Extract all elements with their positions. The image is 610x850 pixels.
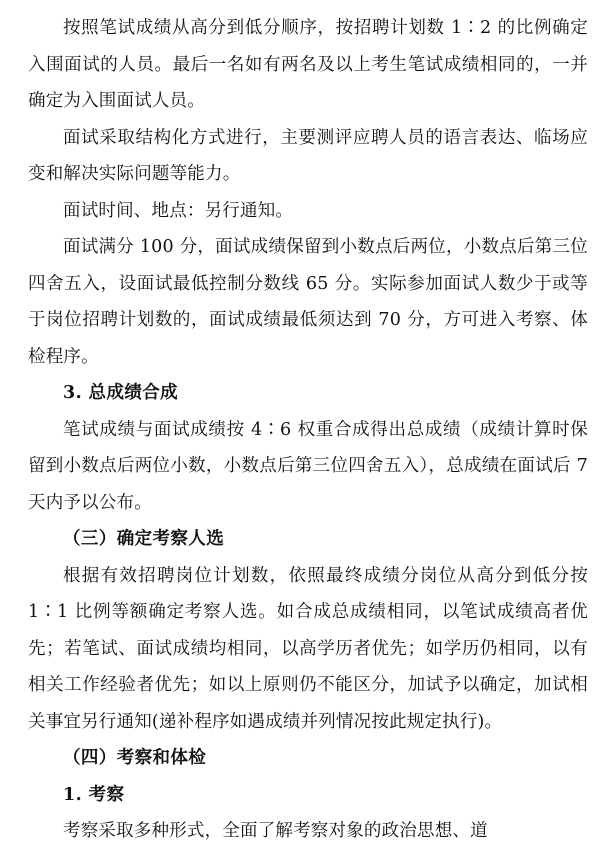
heading-inspection-medical: （四）考察和体检 — [63, 748, 207, 768]
heading-determine-candidates: （三）确定考察人选 — [63, 529, 225, 549]
paragraph-interview-score: 面试满分 100 分，面试成绩保留到小数点后两位，小数点后第三位四舍五入，设面试最低控制分数线 65 分。实际参加面试人数少于或等于岗位招聘计划数的，面试成绩最低须达到 70 分，方可进入考察、体检程序。 — [28, 237, 588, 367]
paragraph-interview-format: 面试采取结构化方式进行，主要测评应聘人员的语言表达、临场应变和解决实际问题等能力。 — [28, 127, 588, 184]
paragraph-total-score-rule: 笔试成绩与面试成绩按 4∶6 权重合成得出总成绩（成绩计算时保留到小数点后两位小数，小数点后第三位四舍五入），总成绩在面试后 7 天内予以公布。 — [28, 419, 588, 513]
paragraph-inspection-detail: 考察采取多种形式，全面了解考察对象的政治思想、道 — [63, 821, 488, 841]
document-body — [28, 10, 588, 850]
paragraph-shortlist-ratio: 按照笔试成绩从高分到低分顺序，按招聘计划数 1∶2 的比例确定入围面试的人员。最后一名如有两名及以上考生笔试成绩相同的，一并确定为入围面试人员。 — [28, 18, 588, 111]
paragraph-interview-time-place: 面试时间、地点：另行通知。 — [63, 200, 294, 221]
heading-inspection: 1. 考察 — [63, 784, 125, 805]
paragraph-determine-candidates-rule: 根据有效招聘岗位计划数，依照最终成绩分岗位从高分到低分按 1∶1 比例等额确定考察人选。如合成总成绩相同，以笔试成绩高者优先；若笔试、面试成绩均相同，以高学历者优先；如学历仍相同，以有相关工作经验者优先；如以上原则仍不能区分，加试予以确定，加试相关事宜另行通知(递补程序如遇成绩并列情况按此规定执行)。 — [28, 565, 588, 732]
heading-total-score: 3. 总成绩合成 — [63, 383, 179, 403]
